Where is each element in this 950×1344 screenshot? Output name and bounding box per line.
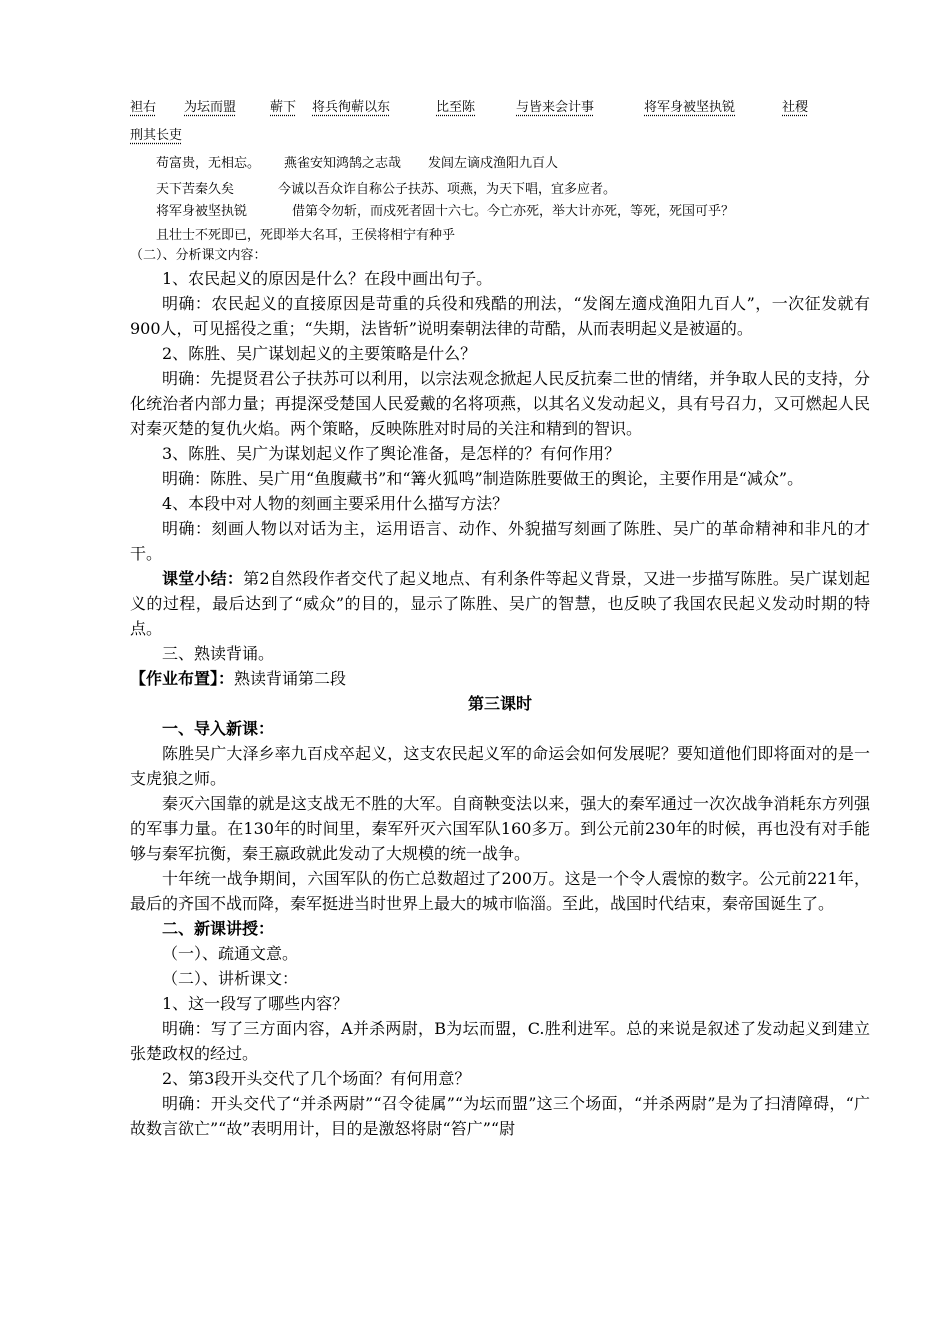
- question: 2、第3段开头交代了几个场面？有何用意？: [162, 1069, 471, 1088]
- answer: 明确：写了三方面内容，A并杀两尉，B为坛而盟，C.胜利进军。总的来说是叙述了发动起义到建立张楚政权的经过。: [130, 1019, 870, 1063]
- part-heading: 三、熟读背诵。: [162, 644, 275, 663]
- homework-label: 【作业布置】：: [130, 669, 235, 688]
- example-sentence: 且壮士不死即已，死即举大名耳，王侯将相宁有种乎: [156, 228, 456, 243]
- summary-text: 第2自然段作者交代了起义地点、有利条件等起义背景，又进一步描写陈胜。吴广谋划起义的过程，最后达到了“威众”的目的，显示了陈胜、吴广的智慧，也反映了我国农民起义发动时期的特点。: [130, 569, 870, 638]
- example-sentence: 天下苦秦久矣: [156, 182, 235, 197]
- vocab-item: 与皆来会计事: [516, 100, 595, 115]
- vocab-item: 比至陈: [436, 100, 476, 115]
- question: 1、农民起义的原因是什么？在段中画出句子。: [162, 269, 493, 288]
- vocab-item: 袒右: [130, 100, 157, 115]
- homework: [130, 666, 870, 691]
- vocab-item: 社稷: [782, 100, 809, 115]
- summary: [130, 566, 870, 641]
- vocab-item: 将兵徇蕲以东: [312, 100, 391, 115]
- paragraph: 陈胜吴广大泽乡率九百戍卒起义，这支农民起义军的命运会如何发展呢？要知道他们即将面对的是一支虎狼之师。: [130, 744, 870, 788]
- vocab-item: 将军身被坚执锐: [644, 100, 736, 115]
- subheading: （二）、讲析课文：: [162, 969, 299, 988]
- example-sentence: 借第令勿斩，而戍死者固十六七。今亡亦死，举大计亦死，等死，死国可乎？: [292, 204, 735, 219]
- vocab-item: 蕲下: [270, 100, 297, 115]
- section-heading: （二）、分析课文内容：: [130, 248, 267, 263]
- example-sentence: 今诚以吾众诈自称公子扶苏、项燕，为天下唱，宜多应者。: [278, 182, 617, 197]
- example-sentence: 苟富贵，无相忘。: [156, 156, 261, 171]
- main-content: [130, 266, 870, 1141]
- lesson-title: 第三课时: [467, 694, 532, 713]
- paragraph: 十年统一战争期间，六国军队的伤亡总数超过了200万。这是一个令人震惊的数字。公元前221年，最后的齐国不战而降，秦军挺进当时世界上最大的城市临淄。至此，战国时代结束，秦帝国诞生了。: [130, 869, 870, 913]
- example-line: [156, 150, 876, 178]
- section-heading: 一、导入新课：: [162, 719, 275, 738]
- summary-label: 课堂小结：: [162, 569, 244, 588]
- question: 1、这一段写了哪些内容？: [162, 994, 349, 1013]
- question: 2、陈胜、吴广谋划起义的主要策略是什么？: [162, 344, 477, 363]
- subheading: （一）、疏通文意。: [162, 944, 299, 963]
- vocab-item: 刑其长吏: [130, 128, 183, 143]
- question: 4、本段中对人物的刻画主要采用什么描写方法？: [162, 494, 509, 513]
- answer: 明确：刻画人物以对话为主，运用语言、动作、外貌描写刻画了陈胜、吴广的革命精神和非凡的才干。: [130, 519, 870, 563]
- answer: 明确：陈胜、吴广用“鱼腹藏书”和“篝火狐鸣”制造陈胜要做王的舆论，主要作用是“减众”。: [162, 469, 804, 488]
- example-sentence: 发闾左谪戍渔阳九百人: [428, 156, 559, 171]
- vocab-item: 为坛而盟: [184, 100, 237, 115]
- paragraph: 秦灭六国靠的就是这支战无不胜的大军。自商鞅变法以来，强大的秦军通过一次次战争消耗东方列强的军事力量。在130年的时间里，秦军歼灭六国军队160多万。到公元前230年的时候，再也没有对手能够与秦军抗衡，秦王嬴政就此发动了大规模的统一战争。: [130, 794, 870, 863]
- answer: 明确：先提贤君公子扶苏可以利用，以宗法观念掀起人民反抗秦二世的情绪，并争取人民的支持，分化统治者内部力量；再提深受楚国人民爱戴的名将项燕，以其名义发动起义，具有号召力，又可燃起人民对秦灭楚的复仇火焰。两个策略，反映陈胜对时局的关注和精到的智识。: [130, 369, 870, 438]
- section-heading: 二、新课讲授：: [162, 919, 275, 938]
- vocab-row: [130, 94, 890, 122]
- answer: 明确：开头交代了“并杀两尉”“召令徒属”“为坛而盟”这三个场面，“并杀两尉”是为了扫清障碍，“广故数言欲亡”“故”表明用计，目的是激怒将尉“笞广”“尉: [130, 1094, 870, 1138]
- answer: 明确：农民起义的直接原因是苛重的兵役和残酷的刑法，“发阁左適戍渔阳九百人”，一次征发就有900人，可见摇役之重；“失期，法皆斩”说明秦朝法律的苛酷，从而表明起义是被逼的。: [130, 294, 870, 338]
- homework-text: 熟读背诵第二段: [234, 669, 347, 688]
- question: 3、陈胜、吴广为谋划起义作了舆论准备，是怎样的？有何作用？: [162, 444, 621, 463]
- example-sentence: 燕雀安知鸿鹄之志哉: [284, 156, 402, 171]
- example-sentence: 将军身被坚执锐: [156, 204, 248, 219]
